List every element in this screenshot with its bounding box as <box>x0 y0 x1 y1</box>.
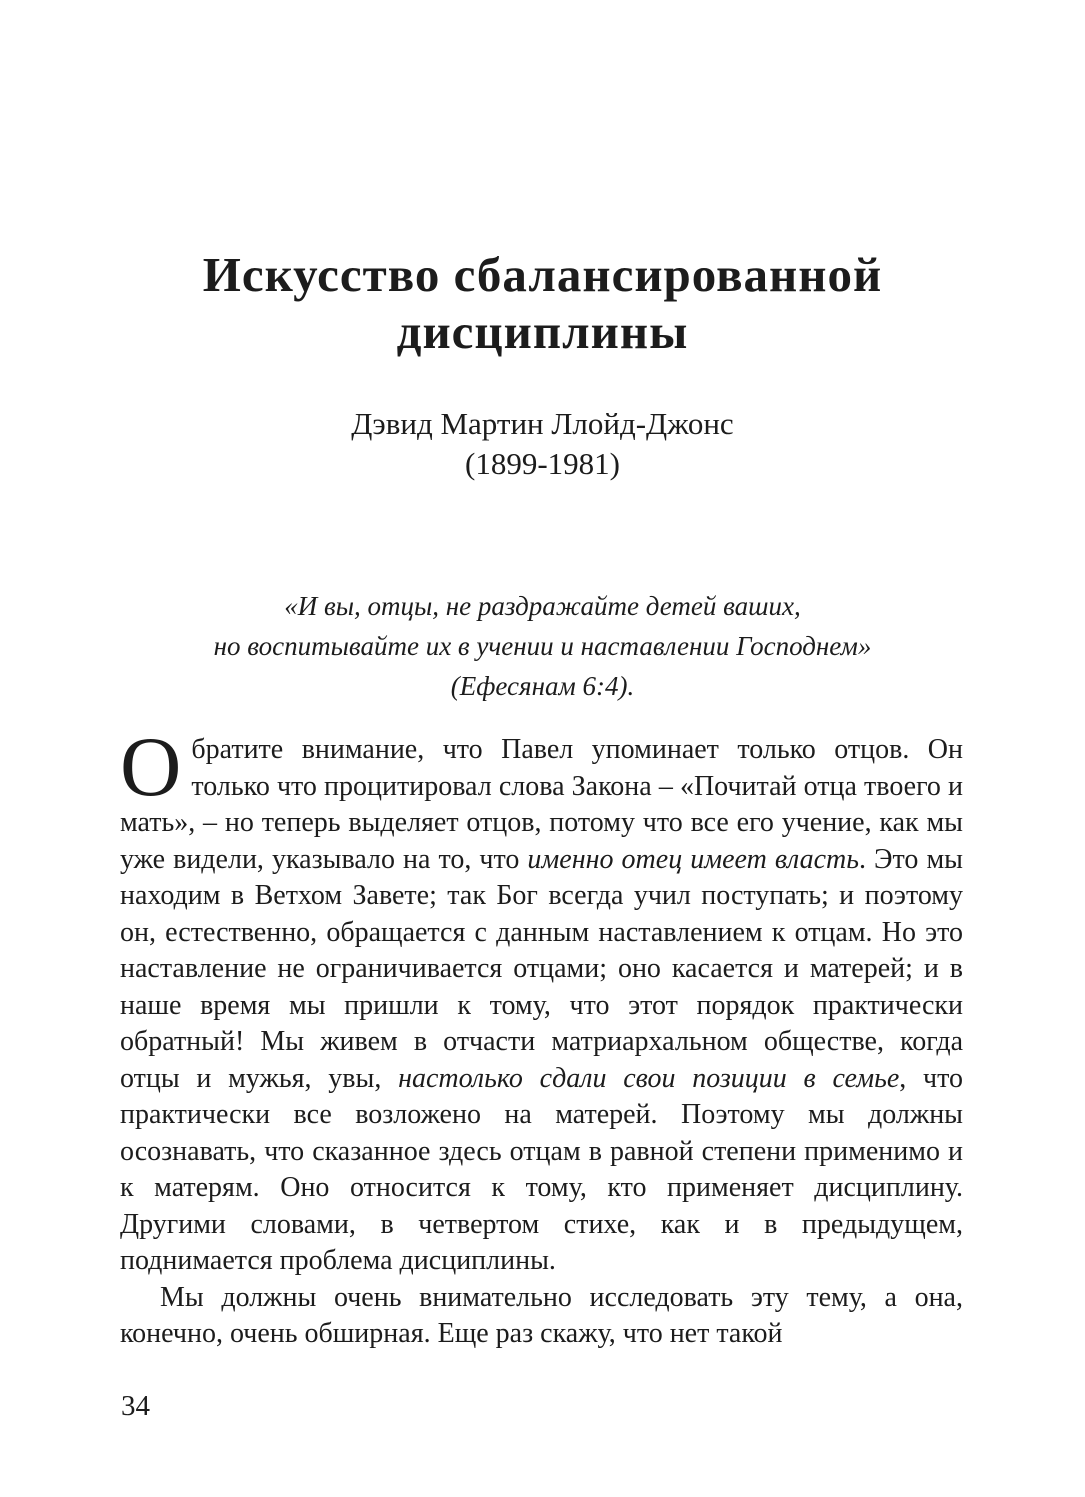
chapter-title: Искусство сбалансированной дисциплины <box>202 247 883 359</box>
author-block <box>0 404 1085 484</box>
text-run-1: братите внимание, что Павел упоминает только отцов. Он только что процитировал слова Закона – «Почитай отца твоего и мать», – но теперь выделяет отцов, потому что все его учение, как мы уже видели, указывало на то, что <box>120 734 963 875</box>
text-run-italic-1: именно отец имеет власть <box>527 843 859 875</box>
text-run-2: . Это мы находим в Ветхом Завете; так Бог всегда учил поступать; и поэтому он, естественно, обращается с данным наставлением к отцам. Но это наставление не ограничивается отцами; оно касается и матерей; и в наше время мы пришли к тому, что этот порядок практически обратный! Мы живем в отчасти матриархальном обществе, когда отцы и мужья, увы, <box>120 843 963 1094</box>
text-run-3: , что практически все возложено на матерей. Поэтому мы должны осознавать, что сказанное здесь отцам в равной степени применимо и к матерям. Оно относится к тому, кто применяет дисциплину. Другими словами, в четвертом стихе, как и в предыдущем, поднимается проблема дисциплины. <box>120 1062 964 1276</box>
body-text <box>120 720 964 1353</box>
author-dates: (1899-1981) <box>465 446 620 481</box>
epigraph-line-3: (Ефесянам 6:4). <box>450 671 635 701</box>
paragraph-2: Мы должны очень внимательно исследовать эту тему, а она, конечно, очень обширная. Еще раз скажу, что нет такой <box>120 1281 963 1349</box>
epigraph <box>0 586 1085 706</box>
text-run-italic-2: настолько сдали свои позиции в семье <box>398 1062 900 1094</box>
epigraph-line-2: но воспитывайте их в учении и наставлении Господнем» <box>213 631 872 661</box>
paragraph-1 <box>120 720 964 1280</box>
author-name: Дэвид Мартин Ллойд-Джонс <box>351 406 734 441</box>
epigraph-line-1: «И вы, отцы, не раздражайте детей ваших, <box>284 591 801 621</box>
page-number: 34 <box>121 1390 150 1422</box>
drop-cap: О <box>120 720 182 814</box>
